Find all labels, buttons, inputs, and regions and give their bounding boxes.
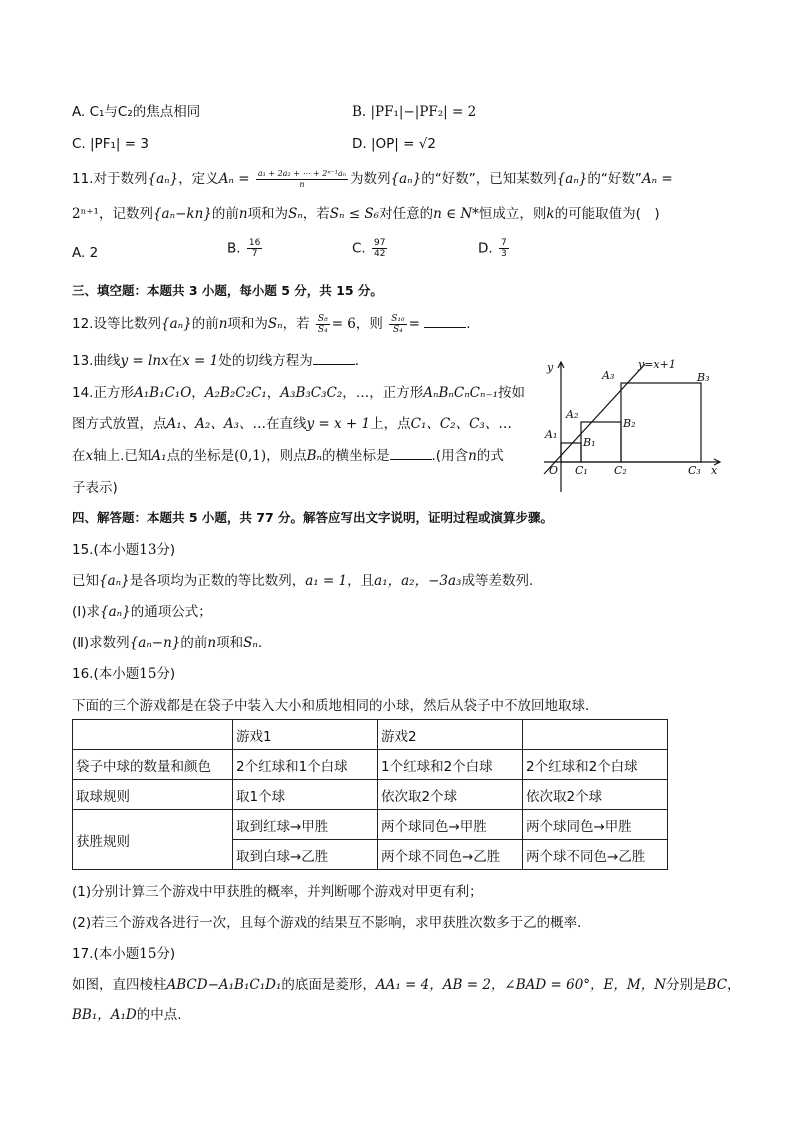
q17-text: 的中点. <box>136 1007 182 1023</box>
q17-score: 15 <box>139 946 157 962</box>
section-4-heading: 四、解答题：本题共 5 小题，共 77 分。解答应写出文字说明，证明过程或演算步骤。 <box>72 510 554 525</box>
option-fraction <box>247 238 262 259</box>
q14-square-1: A₁B₁C₁O <box>133 385 192 401</box>
q14-line-eq: y = x + 1 <box>306 416 371 432</box>
q15-text: (Ⅰ)求 <box>72 604 101 620</box>
table-row <box>73 750 668 780</box>
table-header-cell: 游戏1 <box>233 720 378 750</box>
q11-number: 11. <box>72 171 94 187</box>
q11-seq: {aₙ} <box>390 171 422 187</box>
option-label: B. <box>227 240 241 257</box>
q14-x: x <box>85 448 94 464</box>
q14-text: 轴上.已知 <box>93 448 152 464</box>
q14-text: 点的坐标是 <box>166 448 235 464</box>
q15-a1: a₁ = 1 <box>305 573 348 589</box>
q16-game-table <box>72 719 668 870</box>
q12-answer-blank[interactable] <box>424 315 466 328</box>
q15-sn: Sₙ <box>243 635 258 651</box>
q12-number: 12. <box>72 316 94 332</box>
q11-seq2: {aₙ−kn} <box>152 206 212 222</box>
q11-option-b <box>227 238 264 259</box>
q14-text: 图方式放置，点 <box>72 416 167 432</box>
q14-figure <box>528 352 728 494</box>
q11-option-c <box>352 238 389 259</box>
table-row-label: 袋子中球的数量和颜色 <box>73 750 233 780</box>
q11-text: 的“好数”，已知某数列 <box>421 171 557 187</box>
fig-label-origin: O <box>549 464 559 477</box>
q14-points-a: A₁、A₂、A₃、… <box>166 416 266 432</box>
q16-intro: 下面的三个游戏都是在袋子中装入大小和质地相同的小球，然后从袋子中不放回地取球． <box>72 698 599 714</box>
table-cell: 两个球同色→甲胜 <box>523 810 668 840</box>
q14-text: ，…，正方形 <box>342 385 424 401</box>
fraction-numerator: a₁ + 2a₂ + ⋯ + 2ⁿ⁻¹aₙ <box>257 168 346 178</box>
q14-text: 在直线 <box>265 416 307 432</box>
q13-line <box>72 352 359 370</box>
q10-option-a: A. C₁与C₂的焦点相同 <box>72 104 201 120</box>
table-cell: 两个球同色→甲胜 <box>378 810 523 840</box>
section-3-heading: 三、填空题：本题共 3 小题，每小题 5 分，共 15 分。 <box>72 283 383 298</box>
fraction-numerator: 16 <box>248 238 261 248</box>
q16-head-end: 分) <box>156 666 176 682</box>
q14-a1: A₁ <box>151 448 167 464</box>
q12-fraction-s8-s4 <box>316 314 330 335</box>
q11-text: 对任意的 <box>379 206 434 222</box>
q13-answer-blank[interactable] <box>313 352 355 365</box>
table-row <box>73 810 668 840</box>
q14-text: .(用含 <box>431 448 469 464</box>
q12-text: ，则 <box>355 316 383 332</box>
q17-heading <box>72 945 175 963</box>
q14-square-3: A₃B₃C₃C₂ <box>280 385 343 401</box>
q12-text: ，若 <box>282 316 310 332</box>
q15-seq2: {aₙ−n} <box>129 635 181 651</box>
table-cell: 两个球不同色→乙胜 <box>378 840 523 870</box>
table-row-label: 获胜规则 <box>73 810 233 870</box>
q15-part-2 <box>72 634 262 652</box>
q15-stem <box>72 572 533 590</box>
fig-label-b1: B₁ <box>583 436 596 449</box>
q11-text: 的“好数” <box>587 171 642 187</box>
q12-text: 的前 <box>191 316 219 332</box>
q14-text: 在 <box>72 448 86 464</box>
q11-power: 2ⁿ⁺¹ <box>72 206 99 222</box>
q14-points-c: C₁、C₂、C₃、… <box>410 416 512 432</box>
fig-label-x: x <box>711 464 718 477</box>
table-header-cell <box>523 720 668 750</box>
q10-option-b: B. |PF₁|−|PF₂| = 2 <box>352 104 477 120</box>
fraction-denominator: 3 <box>500 249 507 259</box>
fig-label-b3: B₃ <box>697 371 710 384</box>
q11-text: ，定义 <box>178 171 219 187</box>
q14-text: ，则点 <box>266 448 307 464</box>
q12-seq: {aₙ} <box>160 316 192 332</box>
option-label: C. <box>352 240 366 257</box>
q15-text: 的通项公式； <box>130 604 212 620</box>
q17-text: 的底面是菱形， <box>281 977 376 993</box>
q14-text: 正方形 <box>93 385 134 401</box>
q11-n: n <box>238 206 248 222</box>
table-cell: 取到红球→甲胜 <box>233 810 378 840</box>
fraction-numerator: 97 <box>374 238 386 248</box>
q14-text: 按如 <box>498 385 526 401</box>
q15-text: 的前 <box>180 635 208 651</box>
table-header-cell: 游戏2 <box>378 720 523 750</box>
q11-def-lhs: Aₙ = <box>218 171 250 187</box>
q14-text: ， <box>191 385 205 401</box>
table-cell: 2个红球和1个白球 <box>233 750 378 780</box>
fraction-denominator: n <box>299 179 305 189</box>
q11-sn: Sₙ <box>288 206 303 222</box>
q11-k: k <box>546 206 555 222</box>
q14-text: ， <box>266 385 281 401</box>
q15-head: 15.(本小题 <box>72 542 140 558</box>
fraction-denominator: 7 <box>251 249 258 259</box>
q14-answer-blank[interactable] <box>390 447 432 460</box>
q13-x1: x = 1 <box>182 353 219 369</box>
fraction-numerator: S₁₆ <box>391 313 405 324</box>
q16-score: 15 <box>139 666 157 682</box>
q11-nset: n ∈ N* <box>433 206 479 222</box>
q11-text: 的可能取值为( ) <box>554 206 660 222</box>
fig-label-y: y <box>547 361 554 374</box>
fig-label-c1: C₁ <box>575 464 588 477</box>
q13-text: 曲线 <box>93 353 121 369</box>
q11-seq: {aₙ} <box>147 171 179 187</box>
fig-label-line: y=x+1 <box>638 358 676 371</box>
q11-option-a: A. 2 <box>72 245 99 261</box>
q12-eq6: = 6 <box>331 316 356 332</box>
q16-head: 16.(本小题 <box>72 666 140 682</box>
q11-line-1 <box>72 168 673 190</box>
q10-option-d: D. |OP| = √2 <box>352 136 436 152</box>
table-cell: 2个红球和2个白球 <box>523 750 668 780</box>
q13-curve: y = lnx <box>120 353 169 369</box>
q15-text: ，且 <box>347 573 375 589</box>
q14-square-n: AₙBₙCₙCₙ₋₁ <box>423 385 499 401</box>
q14-line-2 <box>72 415 512 433</box>
q12-line <box>72 311 471 337</box>
q15-text: . <box>257 635 263 651</box>
q15-text: 是各项均为正数的等比数列， <box>129 573 306 589</box>
q16-heading <box>72 665 175 683</box>
q16-part-1: (1)分别计算三个游戏中甲获胜的概率，并判断哪个游戏对甲更有利； <box>72 884 483 900</box>
q15-terms: a₁，a₂，−3a₃ <box>374 573 462 589</box>
q17-bc: BC <box>706 977 728 993</box>
q12-text: 项和为 <box>227 316 268 332</box>
table-row <box>73 720 668 750</box>
q15-text: (Ⅱ)求数列 <box>72 635 130 651</box>
q15-seq: {aₙ} <box>99 573 130 589</box>
fig-label-c2: C₂ <box>614 464 627 477</box>
q17-text: 分别是 <box>666 977 707 993</box>
q12-fraction-s16-s4 <box>389 314 406 335</box>
table-row <box>73 780 668 810</box>
q11-text: ，记数列 <box>98 206 153 222</box>
table-row-label: 取球规则 <box>73 780 233 810</box>
option-label: D. <box>478 240 493 257</box>
q17-line-2 <box>72 1006 182 1024</box>
q14-line-1 <box>72 384 525 402</box>
q11-text: 为数列 <box>350 171 391 187</box>
table-cell <box>73 720 233 750</box>
table-cell: 依次取2个球 <box>523 780 668 810</box>
table-cell: 依次取2个球 <box>378 780 523 810</box>
fig-label-a1: A₁ <box>545 428 558 441</box>
table-cell: 取1个球 <box>233 780 378 810</box>
fraction-denominator: S₄ <box>317 324 328 335</box>
q11-text: 项和为 <box>247 206 289 222</box>
fig-label-c3: C₃ <box>688 464 701 477</box>
q17-head-end: 分) <box>156 946 176 962</box>
q17-prism: ABCD−A₁B₁C₁D₁ <box>166 977 282 993</box>
q15-heading <box>72 541 175 559</box>
table-cell: 两个球不同色→乙胜 <box>523 840 668 870</box>
q15-text: 项和 <box>216 635 244 651</box>
table-cell: 1个红球和2个白球 <box>378 750 523 780</box>
q11-text: 恒成立，则 <box>478 206 547 222</box>
q15-score: 13 <box>139 542 157 558</box>
q15-part-1 <box>72 603 212 621</box>
fraction-denominator: 42 <box>374 249 386 259</box>
fig-label-a2: A₂ <box>566 408 579 421</box>
q17-conditions: AA₁ = 4，AB = 2，∠BAD = 60°，E，M，N <box>375 977 667 993</box>
q11-condition: Sₙ ≤ S₆ <box>329 206 380 222</box>
q16-part-2: (2)若三个游戏各进行一次，且每个游戏的结果互不影响，求甲获胜次数多于乙的概率． <box>72 915 591 931</box>
q11-seq: {aₙ} <box>556 171 588 187</box>
q11-text: 的前 <box>211 206 239 222</box>
q11-option-d <box>478 238 511 259</box>
q11-an-eq: Aₙ = <box>641 171 673 187</box>
q17-text: ， <box>727 977 741 993</box>
q14-line-3 <box>72 447 504 465</box>
fig-label-b2: B₂ <box>623 417 636 430</box>
q12-end: . <box>466 316 471 332</box>
q11-text: ，若 <box>302 206 330 222</box>
table-cell: 取到白球→乙胜 <box>233 840 378 870</box>
q17-line-1 <box>72 976 741 994</box>
q15-seq: {aₙ} <box>100 604 131 620</box>
q14-text: 上，点 <box>370 416 411 432</box>
q14-line-4: 子表示) <box>72 480 118 496</box>
q10-option-c: C. |PF₁| = 3 <box>72 136 149 152</box>
q12-sn: Sₙ <box>267 316 283 332</box>
q13-end: . <box>354 353 360 369</box>
q13-number: 13. <box>72 353 94 369</box>
q12-text: 设等比数列 <box>93 316 161 332</box>
q15-n: n <box>207 635 217 651</box>
q12-eq: = <box>408 316 420 332</box>
option-fraction <box>499 238 509 259</box>
q14-n: n <box>468 448 477 464</box>
fraction-numerator: 7 <box>500 238 507 248</box>
fraction-numerator: S₈ <box>317 313 328 324</box>
q13-text: 处的切线方程为 <box>218 353 313 369</box>
q14-text: 的式 <box>476 448 504 464</box>
fraction-denominator: S₄ <box>393 324 403 335</box>
q13-text: 在 <box>168 353 183 369</box>
q17-text: 如图，直四棱柱 <box>72 977 167 993</box>
q17-segments: BB₁，A₁D <box>72 1007 137 1023</box>
q17-head: 17.(本小题 <box>72 946 140 962</box>
fig-label-a3: A₃ <box>602 369 615 382</box>
q15-head-end: 分) <box>156 542 176 558</box>
q11-line-2 <box>72 205 660 223</box>
q14-text: 的横坐标是 <box>322 448 390 464</box>
q14-number: 14. <box>72 385 94 401</box>
q11-text: 对于数列 <box>93 171 148 187</box>
option-fraction <box>372 238 387 259</box>
q11-good-number-fraction <box>256 169 348 190</box>
q15-text: 成等差数列. <box>461 573 534 589</box>
q14-bn: Bₙ <box>306 448 323 464</box>
q12-n: n <box>218 316 228 332</box>
q15-text: 已知 <box>72 573 99 589</box>
q14-square-2: A₂B₂C₂C₁ <box>204 385 267 401</box>
q14-coord: (0,1) <box>234 448 267 464</box>
